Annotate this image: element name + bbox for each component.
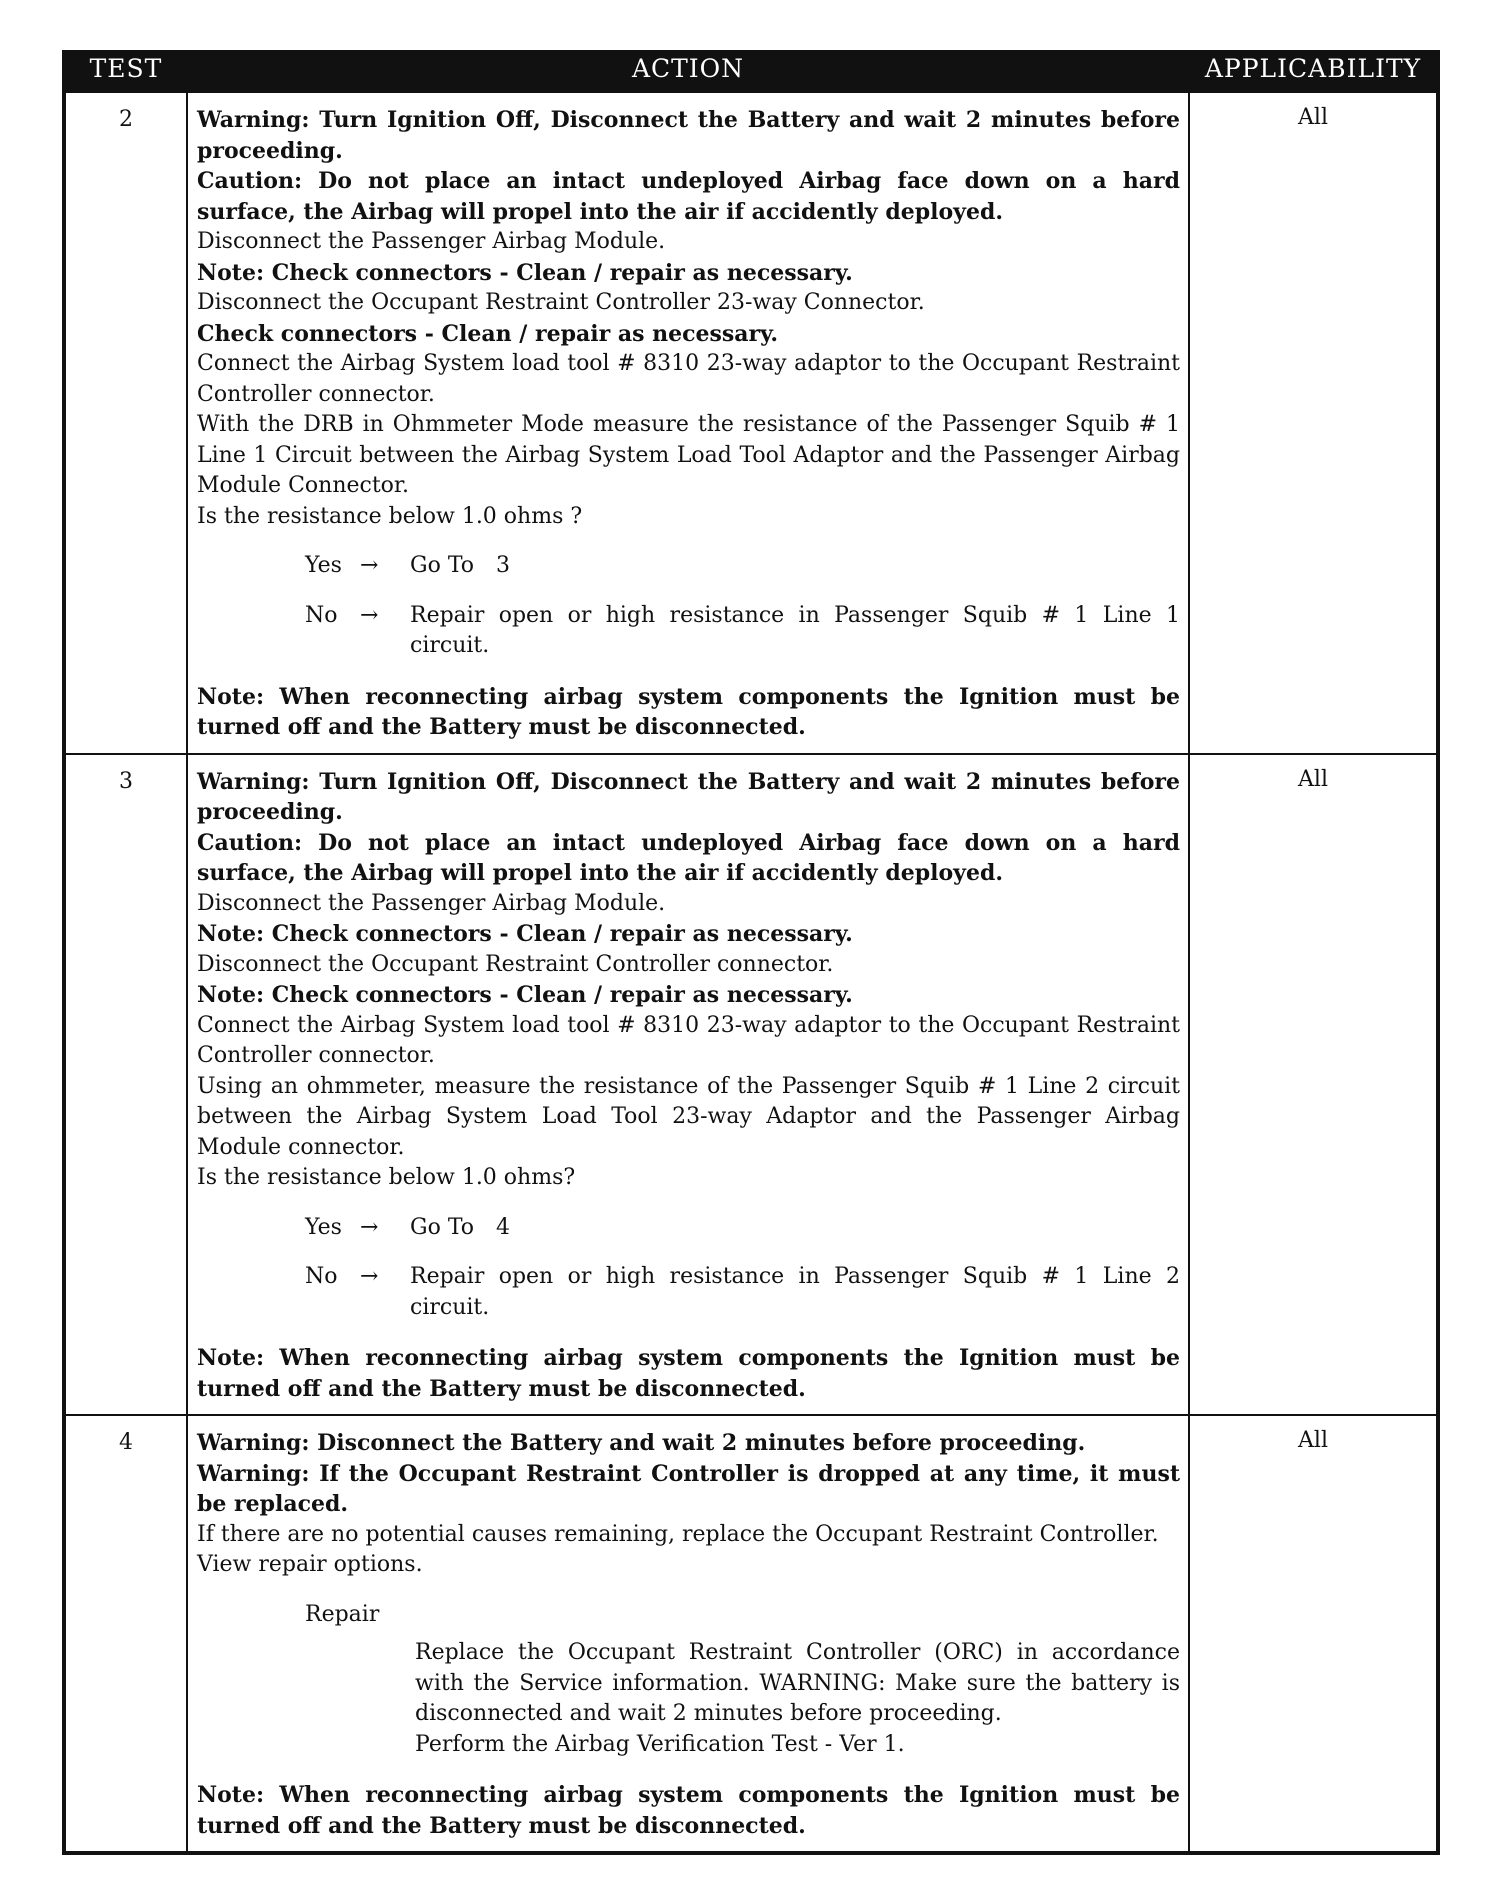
arrow-icon: → [360, 553, 379, 578]
step-text: Connect the Airbag System load tool # 8310 23-way adaptor to the Occupant Restraint Controller connector. [197, 1012, 1180, 1068]
no-label: No [305, 602, 338, 628]
applicability-value: All [1189, 1415, 1438, 1853]
action-cell [187, 92, 1189, 754]
step-text: Disconnect the Passenger Airbag Module. [197, 229, 666, 254]
yes-option [197, 551, 1180, 582]
goto-number: 4 [496, 1214, 511, 1240]
warning-text: Warning: Turn Ignition Off, Disconnect the Battery and wait 2 minutes before proceeding. [197, 107, 1180, 164]
yes-label: Yes [305, 1214, 342, 1240]
verification-text: Perform the Airbag Verification Test - Ver 1. [415, 1731, 905, 1757]
header-test: TEST [64, 52, 187, 92]
warning-text: Warning: If the Occupant Restraint Controller is dropped at any time, it must be replaced. [197, 1460, 1180, 1517]
warning-text: Warning: Disconnect the Battery and wait 2 minutes before proceeding. [197, 1430, 1086, 1456]
header-applicability: APPLICABILITY [1189, 52, 1438, 92]
no-option [197, 1262, 1180, 1323]
action-cell [187, 1415, 1189, 1853]
warning-text: Warning: Turn Ignition Off, Disconnect the Battery and wait 2 minutes before proceeding. [197, 768, 1180, 825]
caution-text: Caution: Do not place an intact undeployed Airbag face down on a hard surface, the Airbag will propel into the air if accidently deployed. [197, 829, 1180, 886]
yes-option [197, 1213, 1180, 1244]
step-text: With the DRB in Ohmmeter Mode measure the resistance of the Passenger Squib # 1 Line 1 Circuit between the Airbag System Load Tool Adaptor and the Passenger Airbag Module Connector. [197, 412, 1180, 498]
reconnect-note: Note: When reconnecting airbag system components the Ignition must be turned off and the Battery must be disconnected. [197, 1782, 1180, 1839]
header-row [64, 52, 1438, 92]
table-row [64, 1415, 1438, 1853]
repair-label: Repair [305, 1601, 380, 1627]
goto-text: Go To [410, 1214, 475, 1240]
step-text: Disconnect the Occupant Restraint Controller 23-way Connector. [197, 290, 925, 315]
reconnect-note: Note: When reconnecting airbag system components the Ignition must be turned off and the Battery must be disconnected. [197, 683, 1180, 740]
table-row [64, 754, 1438, 1416]
no-action-text: Repair open or high resistance in Passenger Squib # 1 Line 1 circuit. [410, 602, 1180, 658]
goto-number: 3 [496, 553, 511, 578]
question-text: Is the resistance below 1.0 ohms? [197, 1165, 576, 1190]
test-number: 3 [64, 754, 187, 1416]
step-text: Disconnect the Occupant Restraint Controller connector. [197, 951, 834, 977]
step-text: If there are no potential causes remaining, replace the Occupant Restraint Controller. [197, 1521, 1159, 1547]
yes-label: Yes [305, 553, 342, 578]
action-cell [187, 754, 1189, 1416]
test-number: 2 [64, 92, 187, 754]
step-text: Using an ohmmeter, measure the resistance of the Passenger Squib # 1 Line 2 circuit between the Airbag System Load Tool 23-way Adaptor and the Passenger Airbag Module connector. [197, 1073, 1180, 1160]
table-row [64, 92, 1438, 754]
step-text: Connect the Airbag System load tool # 8310 23-way adaptor to the Occupant Restraint Controller connector. [197, 351, 1180, 407]
header-action: ACTION [187, 52, 1189, 92]
note-text: Check connectors - Clean / repair as necessary. [197, 320, 779, 347]
no-label: No [305, 1264, 338, 1289]
applicability-value: All [1189, 754, 1438, 1416]
applicability-value: All [1189, 92, 1438, 754]
question-text: Is the resistance below 1.0 ohms ? [197, 503, 583, 529]
diagnostic-table [62, 50, 1440, 1855]
note-text: Note: Check connectors - Clean / repair as necessary. [197, 259, 853, 286]
step-text: Disconnect the Passenger Airbag Module. [197, 890, 666, 916]
note-text: Note: Check connectors - Clean / repair as necessary. [197, 982, 853, 1008]
caution-text: Caution: Do not place an intact undeployed Airbag face down on a hard surface, the Airbag will propel into the air if accidently deployed. [197, 168, 1180, 225]
no-option [197, 601, 1180, 662]
reconnect-note: Note: When reconnecting airbag system components the Ignition must be turned off and the Battery must be disconnected. [197, 1345, 1180, 1402]
test-number: 4 [64, 1415, 187, 1853]
goto-text: Go To [410, 553, 475, 578]
repair-text: Replace the Occupant Restraint Controller (ORC) in accordance with the Service information. WARNING: Make sure the battery is disconnected and wait 2 minutes before proceeding. [415, 1640, 1180, 1726]
arrow-icon: → [360, 1214, 379, 1240]
arrow-icon: → [360, 602, 379, 628]
note-text: Note: Check connectors - Clean / repair as necessary. [197, 921, 853, 947]
arrow-icon: → [360, 1264, 379, 1289]
repair-body [197, 1638, 1180, 1760]
no-action-text: Repair open or high resistance in Passenger Squib # 1 Line 2 circuit. [410, 1264, 1180, 1320]
step-text: View repair options. [197, 1552, 423, 1577]
